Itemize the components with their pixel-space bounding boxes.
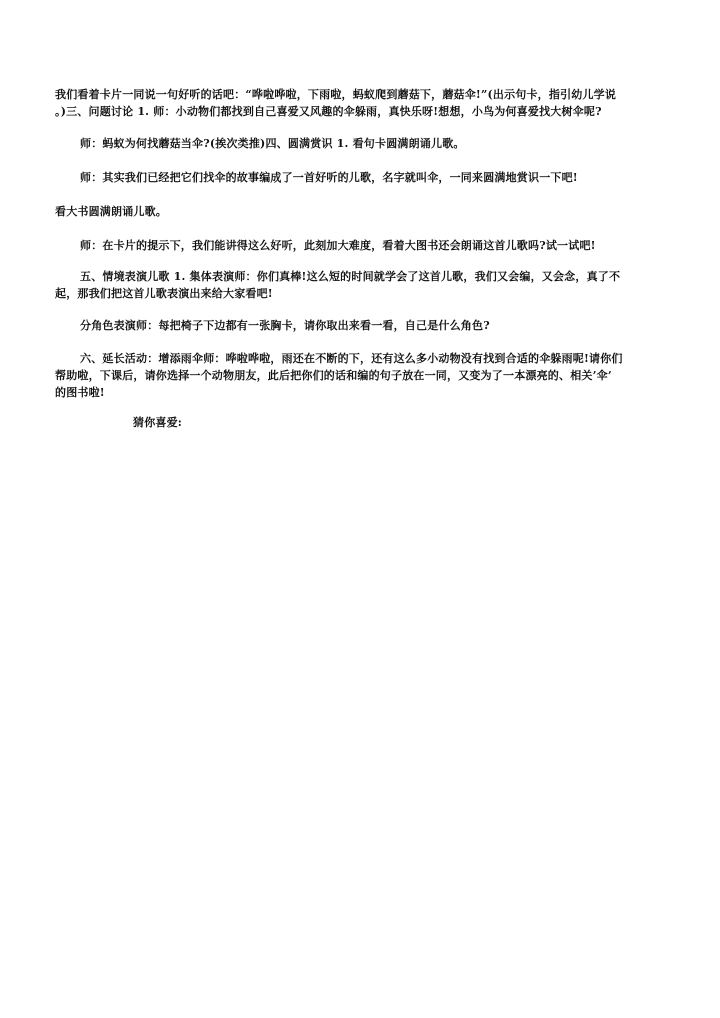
paragraph-roles [80,317,490,334]
paragraph-performance [55,268,621,302]
text-line: 师：在卡片的提示下，我们能讲得这么好听，此刻加大难度，看着大图书还会朗诵这首儿歌吗?试一试吧! [80,239,596,252]
text-line: 师：其实我们已经把它们找伞的故事编成了一首好听的儿歌，名字就叫伞，一同来圆满地赏识一下吧! [80,171,578,184]
text-line: 猜你喜爱: [133,416,183,429]
text-line: 分角色表演师：每把椅子下边都有一张胸卡，请你取出来看一看，自己是什么角色? [80,319,490,332]
paragraph-extension [55,350,623,401]
text-line: 起，那我们把这首儿歌表演出来给大家看吧! [55,287,273,300]
paragraph-big-book [55,203,167,220]
paragraph-ant-question [80,135,465,152]
text-line: 六、延长活动：增添雨伞师：哗啦哗啦，雨还在不断的下，还有这么多小动物没有找到合适的伞躲雨呢!请你们 [80,352,623,365]
paragraph-card-reading [55,86,616,120]
paragraph-difficulty [80,237,596,254]
text-line: 帮助啦，下课后，请你选择一个动物朋友，此后把你们的话和编的句子放在一同，又变为了一本漂亮的、相关’伞’ [55,369,612,382]
text-line: 看大书圆满朗诵儿歌。 [55,205,167,218]
text-line: 的图书啦! [55,386,105,399]
text-line: 五、情境表演儿歌 1. 集体表演师：你们真棒!这么短的时间就学会了这首儿歌，我们又会编，又会念，真了不 [80,270,621,283]
text-line: 。)三、问题讨论 1. 师：小动物们都找到自己喜爱又风趣的伞躲雨，真快乐呀!想想，小鸟为何喜爱找大树伞呢? [55,105,602,118]
text-line: 我们看着卡片一同说一句好听的话吧：“哗啦哗啦，下雨啦，蚂蚁爬到蘑菇下，蘑菇伞!”(出示句卡，指引幼儿学说 [55,88,617,101]
paragraph-story-song [80,169,578,186]
text-line: 师：蚂蚁为何找蘑菇当伞?(挨次类推)四、圆满赏识 1. 看句卡圆满朗诵儿歌。 [80,137,465,150]
paragraph-guess-you-like [133,414,182,431]
